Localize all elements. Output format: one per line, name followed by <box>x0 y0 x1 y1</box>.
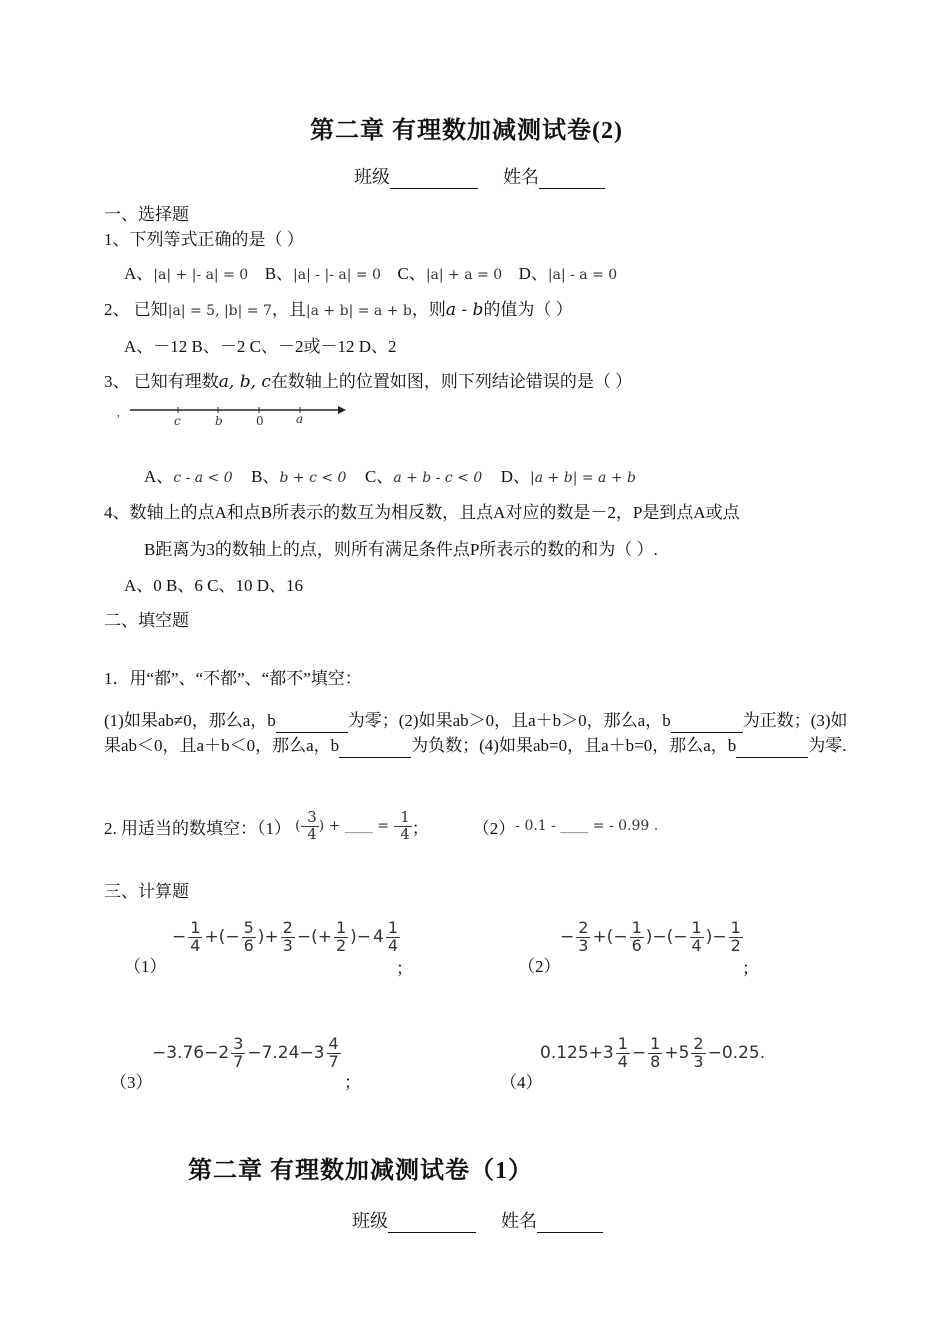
q4-line2: B距离为3的数轴上的点，则所有满足条件点P所表示的数的和为（ ）. <box>144 540 658 559</box>
q3-option-d-label: D、 <box>500 467 531 486</box>
fill1-blank-2[interactable] <box>671 714 743 733</box>
page-title: 第二章 有理数加减测试卷(2) <box>310 118 623 144</box>
calc1-semicolon: ； <box>396 959 413 978</box>
q3-stem <box>104 367 632 392</box>
q1-stem: 1、下列等式正确的是（ ） <box>104 230 304 249</box>
q3-option-c-label: C、 <box>364 467 394 486</box>
q1-option-a: |a| + |- a| = 0 <box>153 267 249 283</box>
q2-options: A、－12 B、－2 C、－2或－12 D、2 <box>124 337 397 356</box>
q2-mid: ，且 <box>271 300 306 319</box>
q1-option-b-label: B、 <box>264 264 294 283</box>
q3-vars: a, b, c <box>218 372 271 392</box>
calc3-expression: −3.76−2 $\frac{3}{7}$ −7.24−3 $\frac{4}{7}$ <box>152 1034 339 1071</box>
calc3-semicolon: ； <box>344 1073 361 1092</box>
axis-label-c: c <box>174 414 181 428</box>
fill1-blank-4[interactable] <box>736 739 808 758</box>
fill2-separator: ； <box>411 818 429 838</box>
calc2-expression: − $\frac{2}{3}$ +(− $\frac{1}{6}$ )−(− $\frac{1}{4}$ )− $\frac{1}{2}$ <box>560 918 741 955</box>
fill1-paragraph <box>104 708 850 758</box>
q1-options <box>124 259 617 284</box>
fill1-part3: 为正数；(3)如果ab＜0，且a＋b＜0，那么a，b <box>104 711 848 755</box>
q2-suffix: 的值为（ ） <box>483 300 573 319</box>
q1-option-c: |a| + a = 0 <box>425 267 503 283</box>
fill1-part1: (1)如果ab≠0，那么a，b <box>104 711 276 730</box>
class-blank[interactable] <box>390 170 478 189</box>
section-choice: 一、选择题 <box>104 205 189 224</box>
fill1-stem: 1．用“都”、“不都”、“都不”填空： <box>104 669 362 688</box>
q1-option-d: |a| - a = 0 <box>547 267 618 283</box>
fill2-part2: - 0.1 - ____ = - 0.99 . <box>515 818 659 835</box>
calc4-label: （4） <box>500 1073 543 1092</box>
q3-option-c: a + b - c < 0 <box>393 470 483 486</box>
fill1-blank-3[interactable] <box>339 739 411 758</box>
calc1-expression: − $\frac{1}{4}$ +(− $\frac{5}{6}$ )+ $\frac{2}{3}$ −(+ $\frac{1}{2}$ )− 4 $\frac{1}{4}$ <box>172 918 399 955</box>
q1-option-c-label: C、 <box>397 264 426 283</box>
q3-options <box>144 462 636 487</box>
class-name-line <box>354 163 605 189</box>
calc3-label: （3） <box>110 1073 153 1092</box>
name-label: 姓名 <box>503 167 539 187</box>
name-label-test1: 姓名 <box>501 1211 537 1231</box>
section-calc: 三、计算题 <box>104 882 189 901</box>
axis-label-a: a <box>296 412 304 426</box>
calc1-label: （1） <box>124 957 167 976</box>
calc4-expression: 0.125+3 $\frac{1}{4}$ − $\frac{1}{8}$ +5 $\frac{2}{3}$ −0.25. <box>540 1034 766 1071</box>
q1-option-d-label: D、 <box>518 264 548 283</box>
q3-option-a: c - a < 0 <box>173 470 233 486</box>
q2-stem <box>104 295 573 320</box>
name-blank-test1[interactable] <box>537 1214 603 1233</box>
section-fill: 二、填空题 <box>104 611 189 630</box>
fill2-stem: 2. 用适当的数填空：（1） <box>104 818 291 838</box>
class-name-line-test1 <box>352 1207 603 1233</box>
q1-option-b: |a| - |- a| = 0 <box>293 267 381 283</box>
q2-cond1: |a| = 5, |b| = 7 <box>167 303 272 319</box>
fill1-part4: 为负数；(4)如果ab=0，且a＋b=0，那么a，b <box>411 736 737 755</box>
q4-line1: 4、数轴上的点A和点B所表示的数互为相反数，且点A对应的数是－2，P是到点A或点 <box>104 503 740 522</box>
class-label-test1: 班级 <box>352 1211 388 1231</box>
q3-option-a-label: A、 <box>144 467 174 486</box>
q2-cond2: |a + b| = a + b <box>305 303 412 319</box>
q2-prefix: 2、 已知 <box>104 300 168 319</box>
q3-option-b: b + c < 0 <box>279 470 347 486</box>
number-line-arrow <box>338 406 346 414</box>
q3-prefix: 3、 已知有理数 <box>104 372 219 391</box>
fill1-part5: 为零. <box>808 736 847 755</box>
class-blank-test1[interactable] <box>388 1214 476 1233</box>
fill1-part2: 为零；(2)如果ab＞0，且a＋b＞0，那么a，b <box>347 711 671 730</box>
fill1-blank-1[interactable] <box>276 714 348 733</box>
number-line <box>112 400 362 434</box>
calc2-label: （2） <box>518 957 561 976</box>
q1-option-a-label: A、 <box>124 264 154 283</box>
q2-mid2: ，则 <box>411 300 446 319</box>
calc2-semicolon: ； <box>742 959 759 978</box>
class-label: 班级 <box>354 167 390 187</box>
axis-label-zero: 0 <box>256 414 264 428</box>
fill2-part2-label: （2） <box>472 818 516 838</box>
q2-expr: a - b <box>445 300 484 320</box>
q3-suffix: 在数轴上的位置如图，则下列结论错误的是（ ） <box>270 372 633 391</box>
fill2-line <box>104 810 658 843</box>
q3-option-d: |a + b| = a + b <box>530 470 636 486</box>
svg-text:,: , <box>117 405 120 419</box>
axis-label-b: b <box>215 414 223 428</box>
page-title-test1: 第二章 有理数加减测试卷（1） <box>188 1158 533 1184</box>
q3-option-b-label: B、 <box>251 467 280 486</box>
q4-options: A、0 B、6 C、10 D、16 <box>124 576 303 595</box>
fill2-part1: (- $\frac{3}{4}$ ) + ____ = - $\frac{1}{4}$ <box>295 808 410 843</box>
name-blank[interactable] <box>539 170 605 189</box>
